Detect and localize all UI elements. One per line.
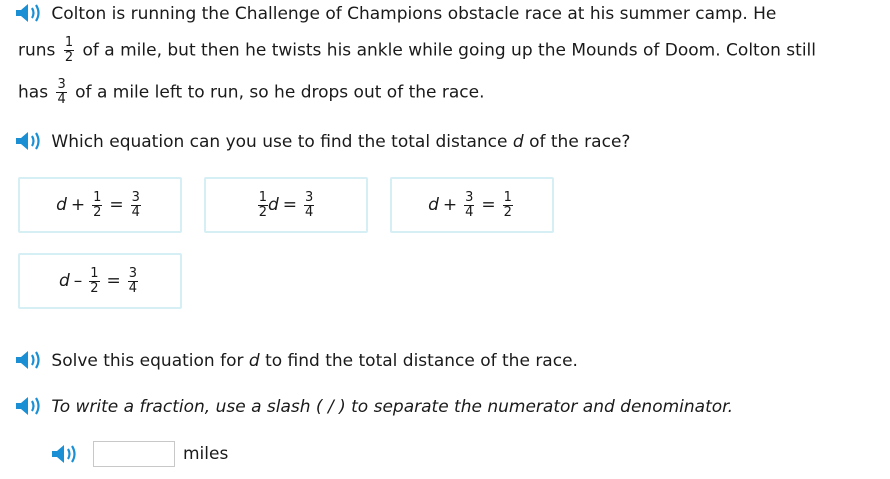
question-2: Solve this equation for d to find the total distance of the race. bbox=[14, 349, 578, 373]
question-1: Which equation can you use to find the total distance d of the race? bbox=[14, 130, 630, 154]
speaker-icon[interactable] bbox=[14, 395, 46, 419]
problem-text-1: Colton is running the Challenge of Champions obstacle race at his summer camp. He bbox=[51, 4, 777, 24]
choice-d-plus-half-equals-three-quarters[interactable]: d + $\frac{1}{2}$ = $\frac{3}{4}$ bbox=[18, 177, 182, 233]
speaker-icon[interactable] bbox=[14, 349, 46, 373]
choice-d-plus-three-quarters-equals-half[interactable]: d + $\frac{3}{4}$ = $\frac{1}{2}$ bbox=[390, 177, 554, 233]
unit-label: miles bbox=[183, 444, 229, 464]
problem-line-3: has $\frac{3}{4}$ of a mile left to run, so he drops out of the race. bbox=[18, 77, 485, 107]
problem-line-2: runs $\frac{1}{2}$ of a mile, but then he twists his ankle while going up the Mounds of Doom. Colton still bbox=[18, 35, 816, 65]
problem-line-1 bbox=[18, 2, 776, 26]
fraction-one-half: $\frac{1}{2}$ bbox=[64, 35, 74, 65]
instruction-line: To write a fraction, use a slash ( / ) to separate the numerator and denominator. bbox=[14, 395, 733, 419]
choice-half-d-equals-three-quarters[interactable]: $\frac{1}{2}$ d = $\frac{3}{4}$ bbox=[204, 177, 368, 233]
choice-d-minus-half-equals-three-quarters[interactable]: d – $\frac{1}{2}$ = $\frac{3}{4}$ bbox=[18, 253, 182, 309]
speaker-icon[interactable] bbox=[50, 443, 82, 467]
answer-input[interactable] bbox=[93, 441, 175, 467]
speaker-icon[interactable] bbox=[14, 2, 46, 26]
speaker-icon[interactable] bbox=[14, 130, 46, 154]
fraction-three-quarters: $\frac{3}{4}$ bbox=[57, 77, 66, 107]
